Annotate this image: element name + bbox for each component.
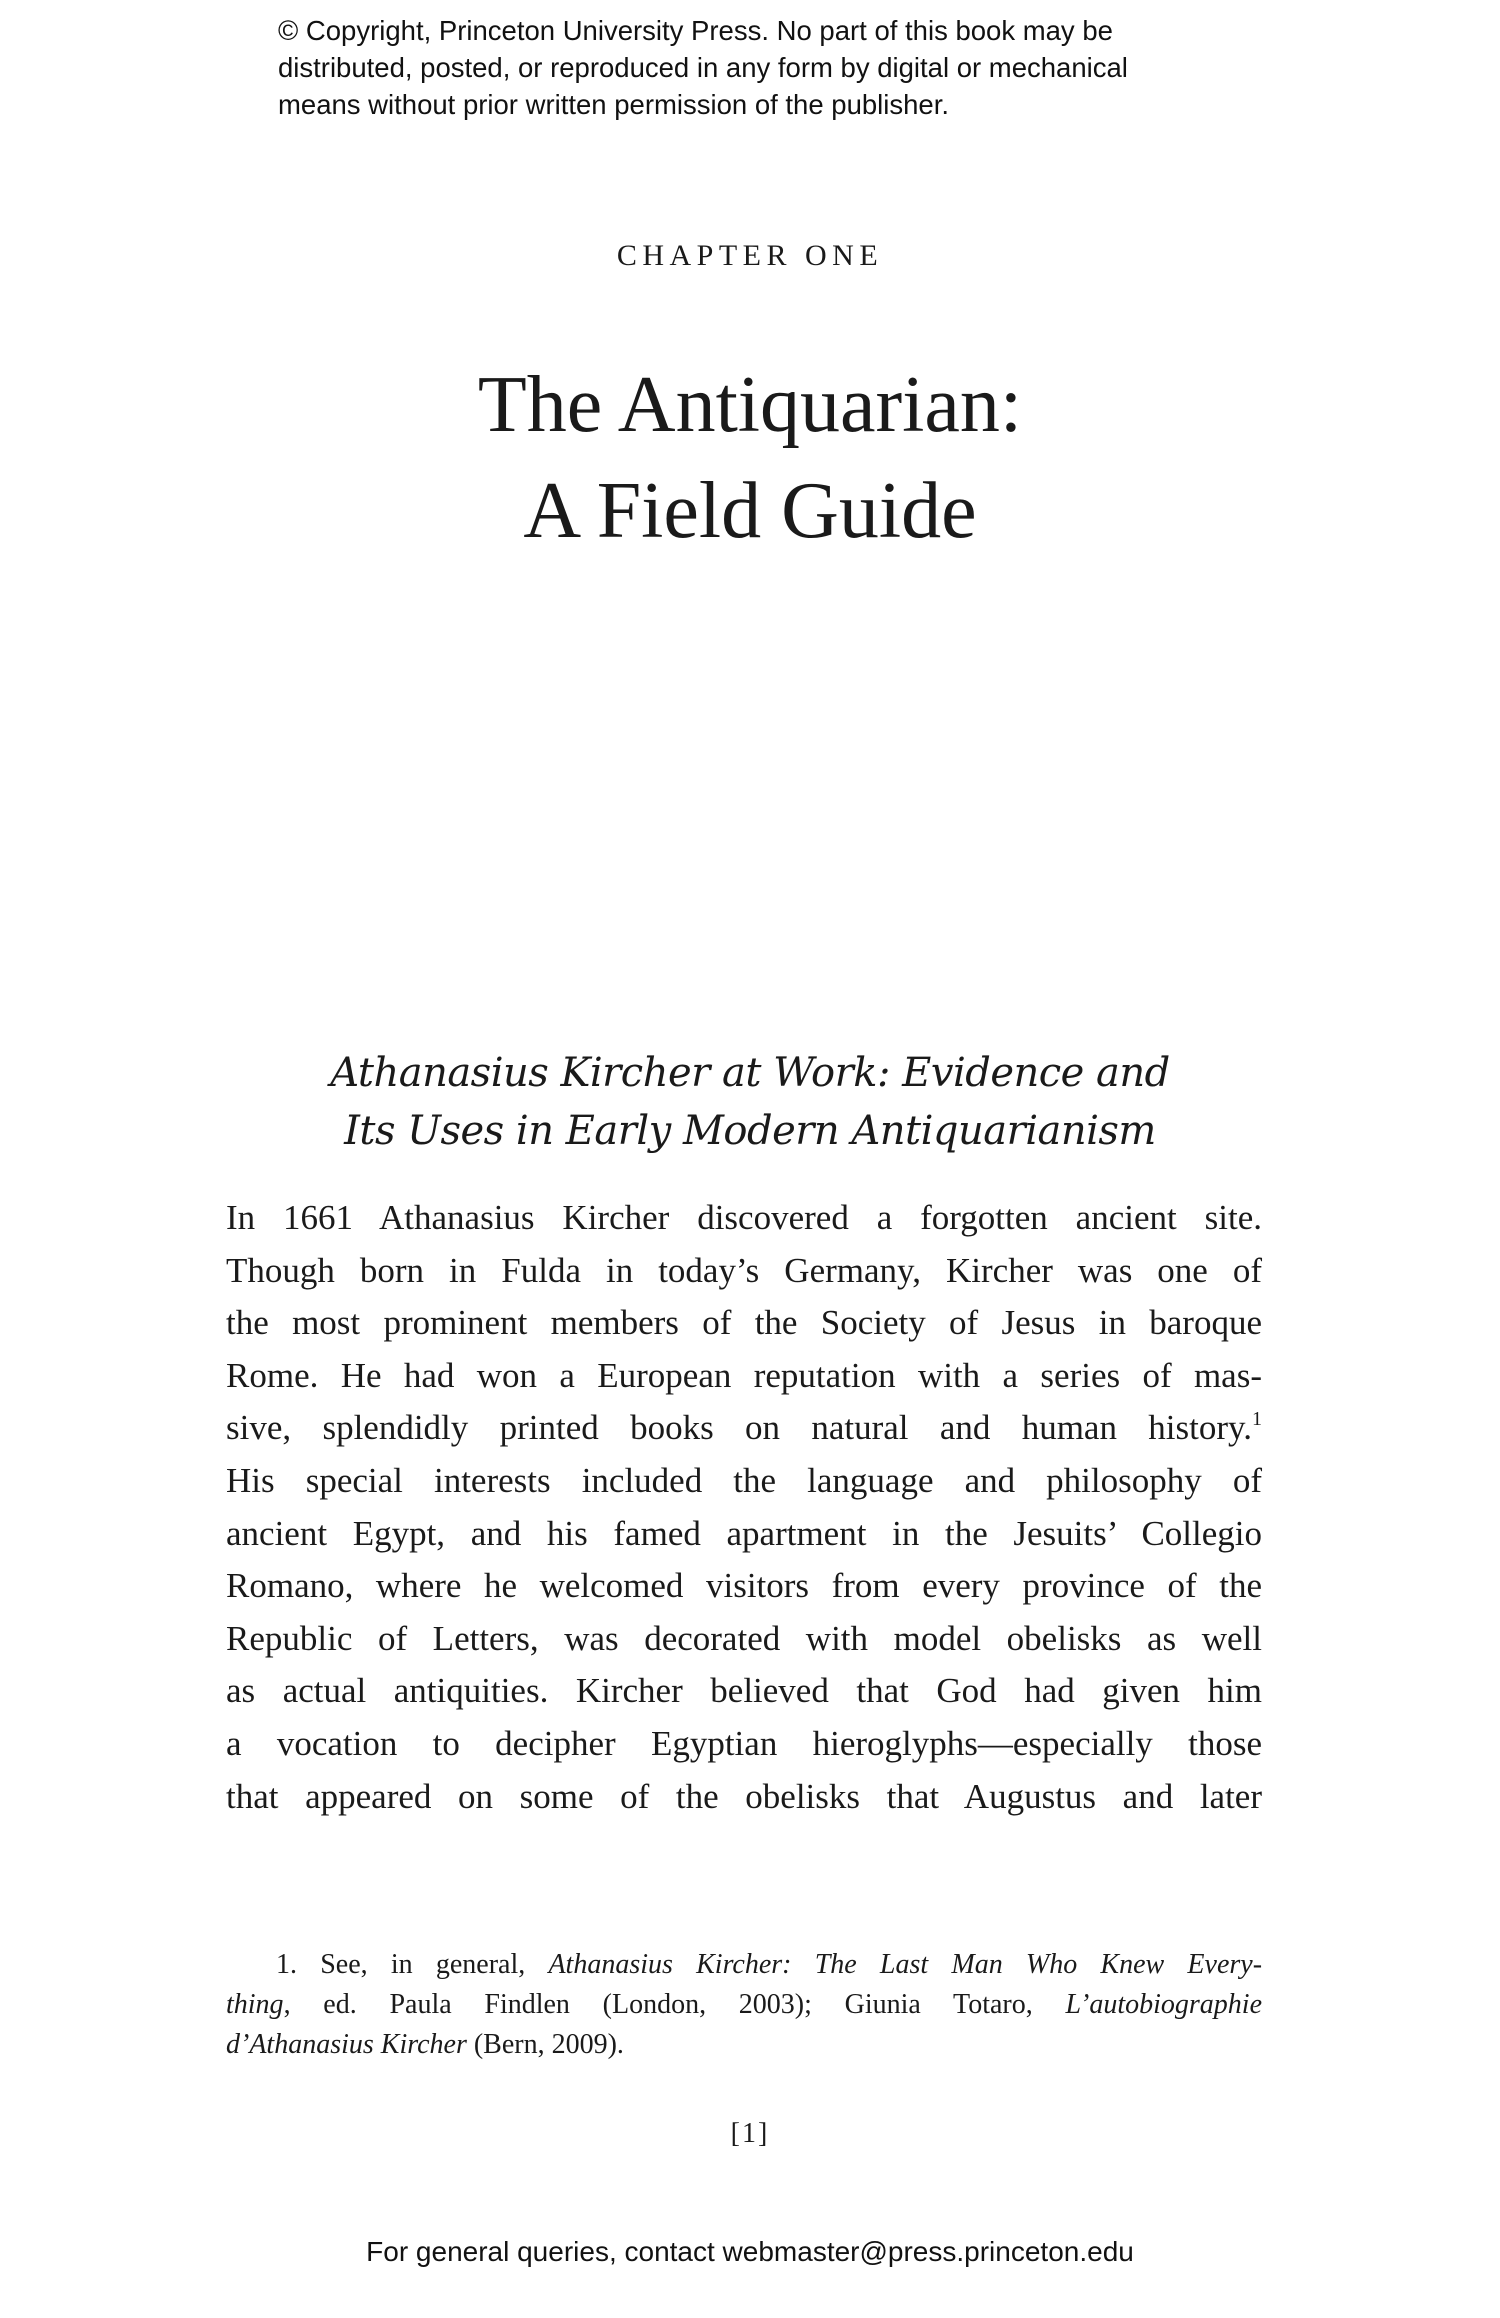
body-line: Republic of Letters, was decorated with model obelisks as well <box>226 1618 1262 1658</box>
body-line: Though born in Fulda in today’s Germany, Kircher was one of <box>226 1250 1262 1290</box>
section-heading <box>0 1044 1500 1160</box>
copyright-line: distributed, posted, or reproduced in any form by digital or mechanical <box>278 52 1128 83</box>
body-line: Rome. He had won a European reputation with a series of mas- <box>226 1355 1262 1395</box>
footnote-line <box>226 1945 1262 1985</box>
copyright-notice <box>278 12 1238 123</box>
body-line-text: sive, splendidly printed books on natural and human history. <box>226 1408 1252 1448</box>
footnote-text: , ed. Paula Findlen (London, 2003); Giunia Totaro, <box>283 1989 1033 2020</box>
body-line: In 1661 Athanasius Kircher discovered a forgotten ancient site. <box>226 1198 1262 1237</box>
footnote-line <box>226 2025 1262 2065</box>
footnote-title: d’Athanasius Kircher <box>226 2029 467 2060</box>
body-line: as actual antiquities. Kircher believed that God had given him <box>226 1671 1262 1711</box>
footnote <box>226 1945 1262 2065</box>
body-line: the most prominent members of the Society of Jesus in baroque <box>226 1303 1262 1343</box>
section-heading-line: Athanasius Kircher at Work: Evidence and <box>330 1050 1170 1096</box>
body-line: a vocation to decipher Egyptian hieroglyphs—especially those <box>226 1723 1262 1763</box>
chapter-label: CHAPTER ONE <box>616 239 884 272</box>
footnote-number: 1. <box>276 1949 297 1980</box>
footnote-reference[interactable]: 1 <box>1252 1408 1262 1431</box>
body-line: Romano, where he welcomed visitors from every province of the <box>226 1566 1262 1606</box>
footnote-title: Athanasius Kircher: The Last Man Who Knew Every- <box>548 1949 1263 1980</box>
chapter-title-line: A Field Guide <box>523 467 977 555</box>
footnote-title: L’autobiographie <box>1065 1989 1263 2020</box>
body-line: that appeared on some of the obelisks that Augustus and later <box>226 1776 1262 1816</box>
footnote-title: thing <box>226 1989 284 2020</box>
body-line: ancient Egypt, and his famed apartment in the Jesuits’ Collegio <box>226 1513 1262 1553</box>
chapter-title-line: The Antiquarian: <box>477 361 1023 449</box>
page-number: [1] <box>730 2118 770 2149</box>
chapter-title <box>0 352 1500 564</box>
contact-footer: For general queries, contact webmaster@press.princeton.edu <box>366 2236 1134 2267</box>
body-paragraph <box>226 1192 1262 1823</box>
body-line: His special interests included the language and philosophy of <box>226 1460 1262 1500</box>
copyright-line: © Copyright, Princeton University Press. No part of this book may be <box>278 15 1113 46</box>
footnote-text: (Bern, 2009). <box>466 2029 624 2060</box>
footnote-text: See, in general, <box>320 1949 526 1980</box>
copyright-line: means without prior written permission of the publisher. <box>278 89 950 120</box>
footnote-line <box>226 1985 1262 2025</box>
body-line-with-note <box>226 1402 1262 1455</box>
section-heading-line: Its Uses in Early Modern Antiquarianism <box>344 1108 1156 1154</box>
